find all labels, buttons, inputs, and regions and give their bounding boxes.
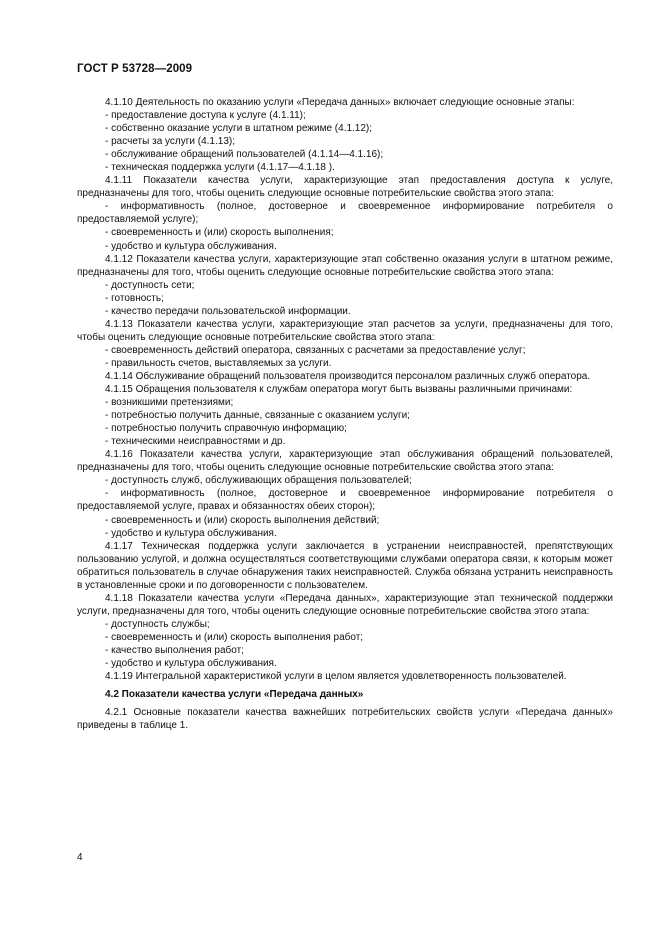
paragraph: - информативность (полное, достоверное и своевременное информирование потребителя о предоставляемой услуге, правах и обязанностях обеих сторон); <box>77 488 613 513</box>
list-item: - потребностью получить данные, связанные с оказанием услуги; <box>105 410 410 422</box>
section-heading: 4.2 Показатели качества услуги «Передача данных» <box>105 689 364 701</box>
list-item: - правильность счетов, выставляемых за услуги. <box>105 357 332 369</box>
list-item: - собственно оказание услуги в штатном режиме (4.1.12); <box>105 123 373 135</box>
list-item: - доступность службы; <box>105 618 210 630</box>
list-item: - расчеты за услуги (4.1.13); <box>105 136 236 148</box>
paragraph: 4.1.19 Интегральной характеристикой услуги в целом является удовлетворенность пользователей. <box>105 671 567 683</box>
list-item: - своевременность и (или) скорость выполнения; <box>105 227 334 239</box>
list-item: - готовность; <box>105 292 164 304</box>
list-item: - техническими неисправностями и др. <box>105 436 286 448</box>
list-item: - техническая поддержка услуги (4.1.17—4.1.18 ). <box>105 162 335 174</box>
document-header: ГОСТ Р 53728—2009 <box>77 63 193 75</box>
paragraph: 4.1.18 Показатели качества услуги «Передача данных», характеризующие этап технической поддержки услуги, предназначены для того, чтобы оценить следующие основные потребительские свойства этого этапа: <box>77 592 613 617</box>
list-item: - удобство и культура обслуживания. <box>105 658 277 670</box>
list-item: - обслуживание обращений пользователей (4.1.14—4.1.16); <box>105 149 384 161</box>
list-item: - доступность сети; <box>105 279 195 291</box>
paragraph: 4.1.13 Показатели качества услуги, характеризующие этап расчетов за услуги, предназначены для того, чтобы оценить следующие основные потребительские свойства этого этапа: <box>77 318 613 343</box>
paragraph: 4.1.12 Показатели качества услуги, характеризующие этап собственно оказания услуги в штатном режиме, предназначены для того, чтобы оценить следующие основные потребительские свойства этого этапа: <box>77 253 613 278</box>
paragraph: 4.1.15 Обращения пользователя к службам оператора могут быть вызваны различными причинами: <box>105 384 573 396</box>
paragraph: 4.1.10 Деятельность по оказанию услуги «Передача данных» включает следующие основные этапы: <box>105 97 575 108</box>
document-body <box>77 96 613 732</box>
paragraph: 4.2.1 Основные показатели качества важнейших потребительских свойств услуги «Передача данных» приведены в таблице 1. <box>77 707 613 732</box>
list-item: - качество передачи пользовательской информации. <box>105 305 351 317</box>
page-number: 4 <box>77 852 83 863</box>
paragraph: - информативность (полное, достоверное и своевременное информирование потребителя о предоставляемой услуге); <box>77 201 613 226</box>
list-item: - удобство и культура обслуживания. <box>105 240 277 252</box>
paragraph: 4.1.11 Показатели качества услуги, характеризующие этап предоставления доступа к услуге, предназначены для того, чтобы оценить следующие основные потребительские свойства этого этапа: <box>77 175 613 200</box>
paragraph: 4.1.14 Обслуживание обращений пользователя производится персоналом различных служб оператора. <box>105 370 591 382</box>
list-item: - своевременность и (или) скорость выполнения работ; <box>105 631 364 643</box>
list-item: - возникшими претензиями; <box>105 397 234 409</box>
list-item: - предоставление доступа к услуге (4.1.11); <box>105 110 306 122</box>
paragraph: 4.1.16 Показатели качества услуги, характеризующие этап обслуживания обращений пользователей, предназначены для того, чтобы оценить следующие основные потребительские свойства этого этапа: <box>77 449 613 474</box>
list-item: - качество выполнения работ; <box>105 644 244 656</box>
list-item: - удобство и культура обслуживания. <box>105 527 277 539</box>
list-item: - доступность служб, обслуживающих обращения пользователей; <box>105 475 412 487</box>
list-item: - потребностью получить справочную информацию; <box>105 423 347 435</box>
list-item: - своевременность и (или) скорость выполнения действий; <box>105 514 380 526</box>
list-item: - своевременность действий оператора, связанных с расчетами за предоставление услуг; <box>105 344 526 356</box>
paragraph: 4.1.17 Техническая поддержка услуги заключается в устранении неисправностей, препятствующих пользованию услугой, и должна осуществляться соответствующими службами оператора связи, к которым может обратиться пользователь в случае обнаружения таких неисправностей. Служба обязана устранить неисправность в установленные сроки и по договоренности с пользователем. <box>77 540 613 591</box>
